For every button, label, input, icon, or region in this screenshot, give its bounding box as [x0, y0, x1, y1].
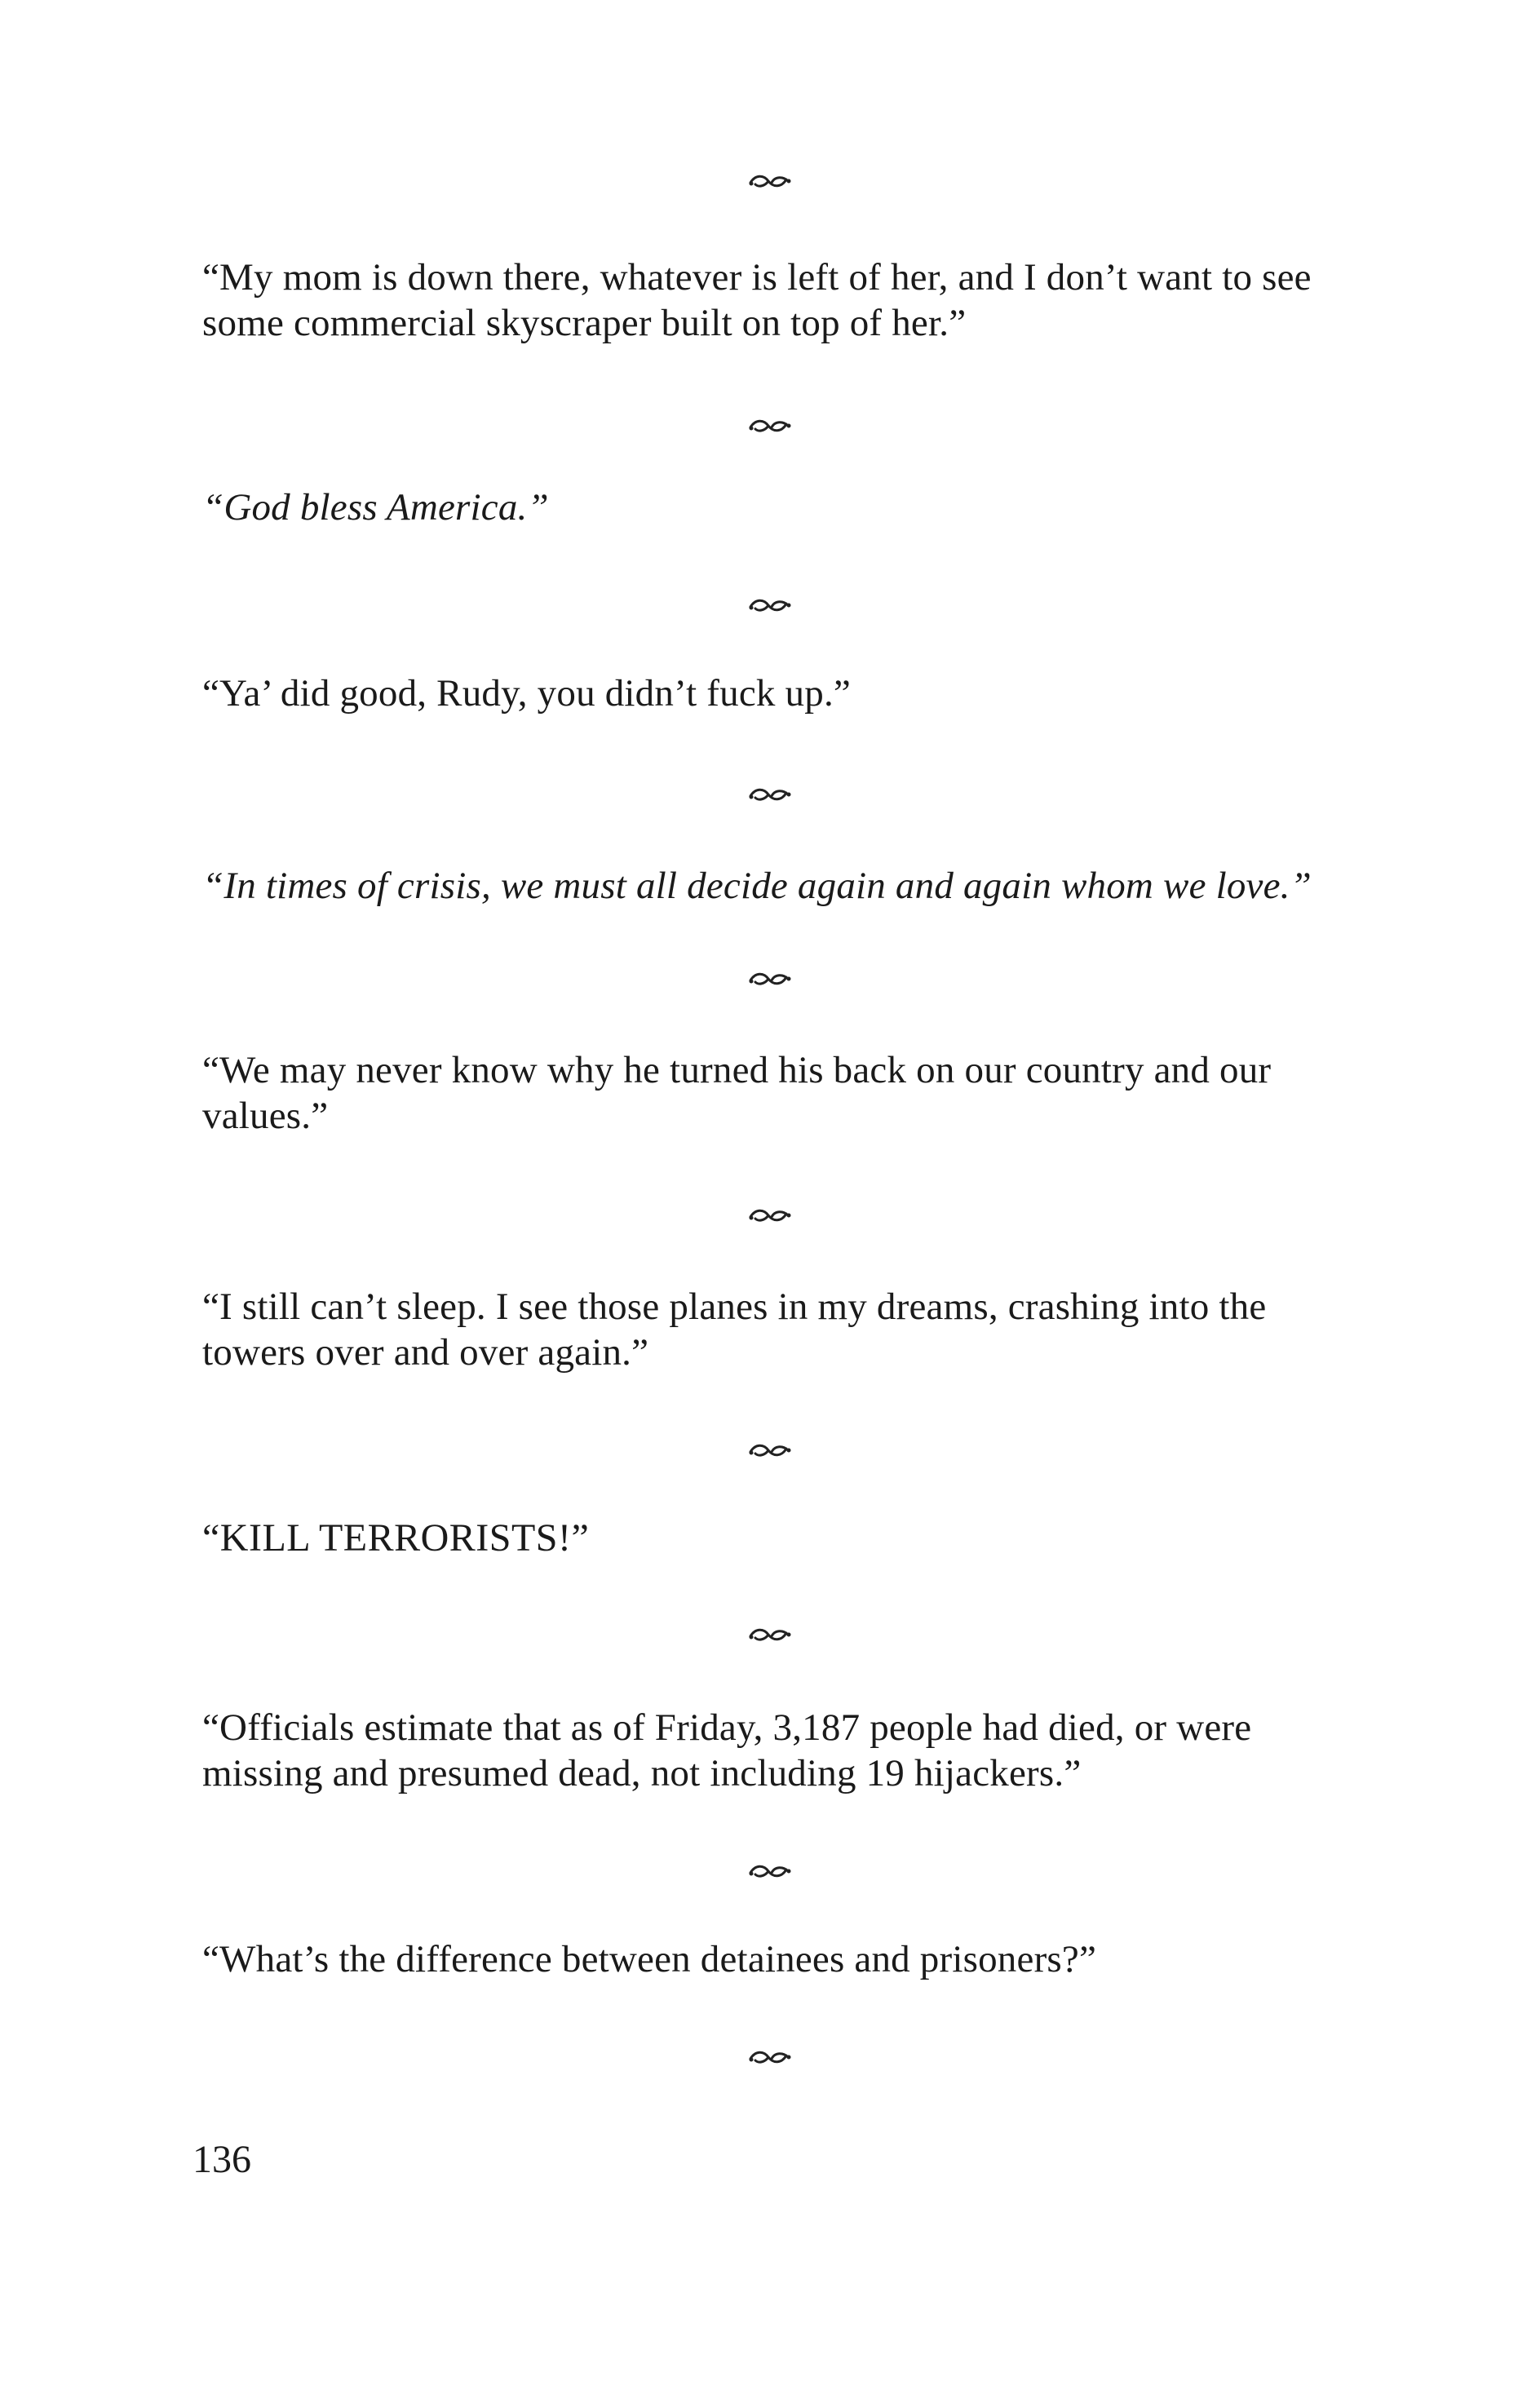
fleuron-ornament-icon	[0, 1860, 1540, 1884]
fleuron-ornament-icon	[0, 1623, 1540, 1648]
quote-8: “Officials estimate that as of Friday, 3,187 people had died, or were missing and presumed dead, not including 19 hijackers.”	[202, 1706, 1252, 1794]
quote-2: “God bless America.”	[202, 486, 549, 529]
fleuron-ornament-icon	[0, 414, 1540, 439]
quote-3: “Ya’ did good, Rudy, you didn’t fuck up.”	[202, 672, 851, 715]
page-number: 136	[192, 2138, 251, 2181]
fleuron-ornament-icon	[0, 1204, 1540, 1228]
fleuron-ornament-icon	[0, 1439, 1540, 1463]
fleuron-ornament-icon	[0, 967, 1540, 992]
quote-7: “KILL TERRORISTS!”	[202, 1516, 590, 1560]
fleuron-ornament-icon	[0, 170, 1540, 194]
quote-6: “I still can’t sleep. I see those planes in my dreams, crashing into the towers over and over again.”	[202, 1286, 1267, 1374]
fleuron-ornament-icon	[0, 594, 1540, 618]
quote-1: “My mom is down there, whatever is left of her, and I don’t want to see some commercial skyscraper built on top of her.”	[202, 256, 1312, 344]
fleuron-ornament-icon	[0, 2046, 1540, 2070]
quote-4: “In times of crisis, we must all decide again and again whom we love.”	[202, 865, 1312, 907]
fleuron-ornament-icon	[0, 783, 1540, 808]
quote-9: “What’s the difference between detainees and prisoners?”	[202, 1938, 1097, 1980]
quote-5: “We may never know why he turned his back on our country and our values.”	[202, 1049, 1272, 1137]
